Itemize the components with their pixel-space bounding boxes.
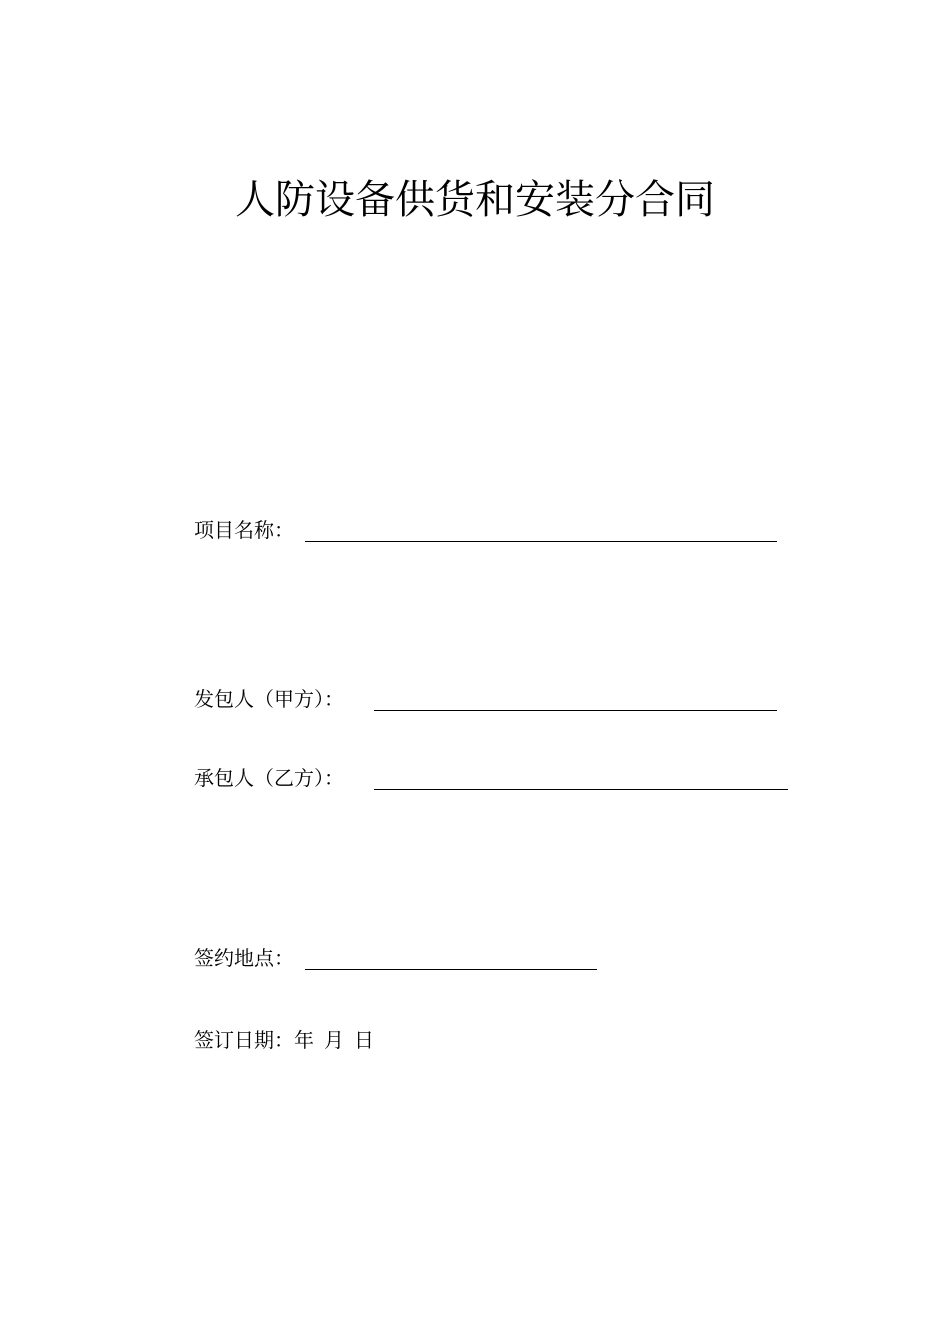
signing-date-field <box>194 1026 374 1054</box>
signing-date-label: 签订日期： <box>194 1028 294 1052</box>
document-title: 人防设备供货和安装分合同 <box>235 177 715 223</box>
date-day: 日 <box>354 1028 374 1052</box>
date-month: 月 <box>324 1028 344 1052</box>
party-a-field <box>194 685 344 713</box>
party-a-label: 发包人（甲方）： <box>194 687 344 711</box>
party-b-label: 承包人（乙方）： <box>194 766 344 790</box>
party-b-field <box>194 764 344 792</box>
party-a-blank <box>374 710 777 711</box>
party-b-blank <box>374 789 788 790</box>
date-year: 年 <box>294 1028 314 1052</box>
project-name-blank <box>305 541 777 542</box>
signing-place-label: 签约地点： <box>194 946 294 970</box>
signing-place-field <box>194 944 294 972</box>
project-name-field <box>194 516 294 544</box>
project-name-label: 项目名称： <box>194 518 294 542</box>
signing-place-blank <box>305 969 597 970</box>
